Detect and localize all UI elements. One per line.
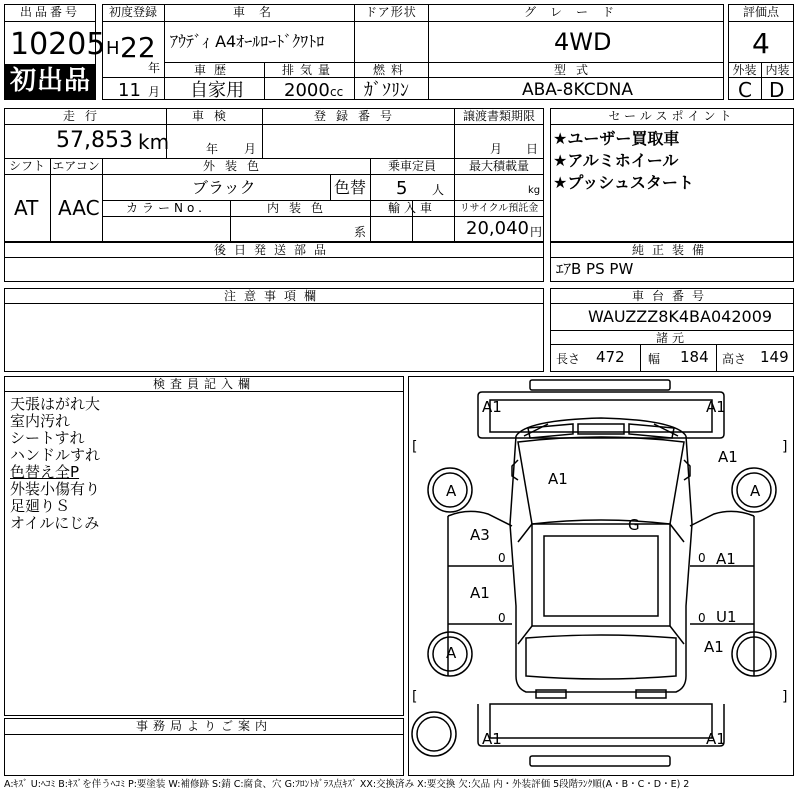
notes-label: 注意事項欄	[223, 289, 324, 303]
damage-rear-right: A1	[706, 730, 726, 748]
damage-rear-door-right: U1	[716, 608, 737, 626]
damage-fender-left-bracket: [	[412, 439, 418, 455]
sales-point-3: ★プッシュスタート	[553, 173, 694, 192]
load-label: 最大積載量	[468, 159, 529, 173]
height: 149	[760, 348, 789, 366]
reg-year: 22	[120, 31, 156, 64]
inspection-month-unit: 月	[244, 142, 257, 156]
damage-hood: A1	[548, 470, 568, 488]
cc-unit: cc	[330, 85, 344, 99]
equipment: ｴｱB PS PW	[556, 260, 634, 278]
inspector-line: 外装小傷有り	[10, 480, 101, 498]
model: ABA-8KCDNA	[522, 80, 634, 100]
reg-month: 11	[118, 80, 141, 101]
length: 472	[596, 348, 625, 366]
door-label: ドア形状	[365, 5, 417, 19]
inspection-year-unit: 年	[206, 142, 219, 156]
color-no-label: カラーNo.	[126, 201, 206, 215]
chassis-label: 車台番号	[631, 289, 712, 303]
exterior-grade-label: 外装	[732, 63, 757, 77]
ext-color-label: 外装色	[202, 159, 269, 173]
damage-front-fender-right: A1	[718, 448, 738, 466]
sales-point-2: ★アルミホイール	[553, 151, 679, 170]
width: 184	[680, 348, 709, 366]
damage-tire-front-right: A	[750, 482, 761, 500]
damage-front-door-left: A3	[470, 526, 490, 544]
damage-rear-fender-right: A1	[704, 638, 724, 656]
history-label: 車歴	[193, 63, 234, 77]
recycle: 20,040	[466, 218, 529, 239]
lot-number-label: 出品番号	[19, 5, 80, 19]
import-label: 輸入車	[387, 201, 436, 215]
damage-zero: 0	[498, 611, 506, 625]
score: 4	[752, 27, 770, 60]
damage-zero: 0	[498, 551, 506, 565]
height-label: 高さ	[722, 352, 747, 366]
ac-label: エアコン	[52, 159, 100, 173]
damage-front-left: A1	[482, 398, 502, 416]
later-parts-label: 後日発送部品	[213, 243, 334, 257]
recycle-unit: 円	[530, 225, 543, 239]
month-unit: 月	[148, 85, 161, 99]
length-label: 長さ	[556, 352, 581, 366]
interior-grade-label: 内装	[765, 63, 790, 77]
shift: AT	[14, 196, 39, 220]
damage-tire-rear-left: A	[446, 644, 457, 662]
dims-label: 諸元	[655, 331, 688, 345]
car-name-label: 車名	[232, 5, 285, 19]
damage-zero: 0	[698, 551, 706, 565]
damage-front-door-right: A1	[716, 550, 736, 568]
transfer-label: 譲渡書類期限	[462, 109, 535, 123]
load-unit: kg	[528, 185, 541, 196]
color-change-text: 色替	[334, 178, 367, 197]
recycle-label: リサイクル預託金	[459, 203, 539, 214]
model-label: 型式	[553, 63, 598, 77]
inspector-line: 天張はがれ大	[10, 395, 101, 413]
capacity-unit: 人	[432, 183, 445, 197]
displacement: 2000	[284, 80, 330, 101]
displacement-label: 排気量	[281, 63, 336, 77]
damage-rear-left-bracket: [	[412, 689, 418, 705]
damage-roof: G	[628, 516, 640, 534]
damage-zero: 0	[698, 611, 706, 625]
inspection-label: 車検	[191, 109, 236, 123]
inspector-line: ハンドルすれ	[10, 446, 101, 464]
damage-rear-left: A1	[482, 730, 502, 748]
equipment-label: 純正装備	[631, 243, 712, 257]
history: 自家用	[190, 80, 244, 101]
shift-label: シフト	[8, 159, 45, 173]
damage-rear-right-bracket: ]	[782, 689, 788, 705]
capacity-label: 乗車定員	[387, 159, 436, 173]
transfer-month-unit: 月	[490, 142, 503, 156]
inspector-line: 室内汚れ	[10, 412, 71, 430]
damage-fender-right-bracket: ]	[782, 439, 788, 455]
capacity: 5	[396, 178, 408, 199]
score-label: 評価点	[742, 5, 779, 19]
inspector-line: 色替え全P	[10, 463, 80, 481]
car-name: ｱｳﾃﾞｨ A4ｵｰﾙﾛｰﾄﾞｸﾜﾄﾛ	[170, 32, 325, 51]
interior-grade: D	[769, 78, 785, 102]
first-reg-label: 初度登録	[108, 5, 157, 19]
car-outline-diagram	[408, 376, 794, 776]
int-color-suffix: 系	[354, 225, 367, 239]
damage-rear-door-left: A1	[470, 584, 490, 602]
fuel: ｶﾞｿﾘﾝ	[364, 80, 409, 101]
mileage-label: 走行	[62, 109, 107, 123]
damage-front-right: A1	[706, 398, 726, 416]
grade: 4WD	[554, 28, 612, 56]
width-label: 幅	[648, 352, 661, 366]
vin: WAUZZZ8K4BA042009	[588, 307, 773, 326]
reg-no-label: 登録番号	[313, 109, 402, 123]
exterior-grade: C	[738, 78, 752, 102]
legend: A:ｷｽﾞ U:ﾍｺﾐ B:ｷｽﾞを伴うﾍｺﾐ P:要塗装 W:補修跡 S:錆 C:腐食、穴 G:ﾌﾛﾝﾄｶﾞﾗｽ点ｷｽﾞ XX:交換済み X:要交換 欠:欠品 内・外装評価 5段階ﾗﾝｸ順(A・B・C・D・E) 2	[4, 779, 690, 790]
inspector-line: シートすれ	[10, 429, 85, 447]
grade-label: グレード	[523, 5, 628, 19]
mileage: 57,853	[56, 128, 133, 153]
inspector-line: 足廻りＳ	[10, 497, 71, 515]
damage-tire-front-left: A	[446, 482, 457, 500]
fuel-label: 燃料	[372, 63, 409, 77]
ac: AAC	[58, 196, 100, 220]
ext-color: ブラック	[192, 178, 256, 197]
year-unit: 年	[148, 61, 161, 75]
mileage-unit: km	[138, 130, 170, 154]
first-listing-text: 初出品	[10, 66, 92, 96]
transfer-day-unit: 日	[526, 142, 539, 156]
inspector-line: オイルにじみ	[10, 514, 100, 532]
lot-number: 10205	[10, 27, 106, 62]
int-color-label: 内装色	[266, 201, 333, 215]
office-label: 事務局よりご案内	[135, 719, 272, 733]
inspector-label: 検査員記入欄	[152, 377, 255, 391]
era: H	[106, 38, 120, 59]
sales-points-label: セールスポイント	[608, 109, 736, 123]
sales-point-1: ★ユーザー買取車	[553, 129, 680, 148]
